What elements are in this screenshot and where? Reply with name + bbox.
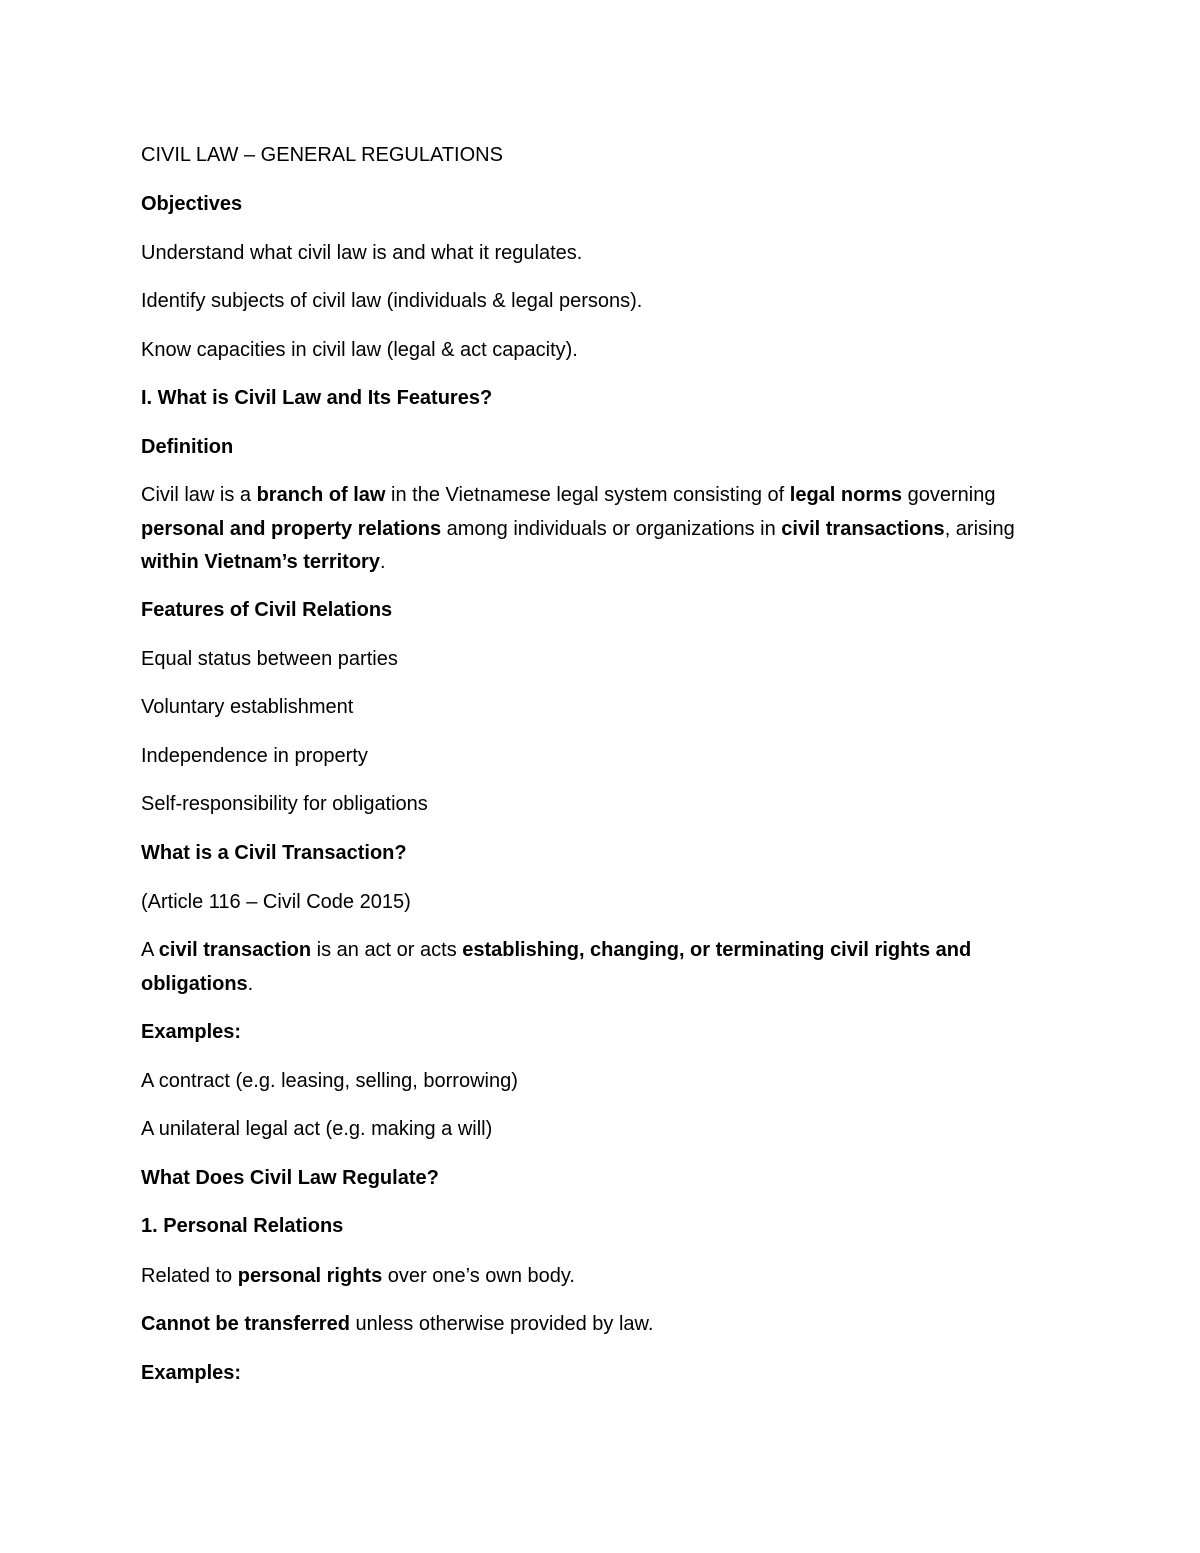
definition-heading: Definition <box>141 436 234 458</box>
objectives-heading: Objectives <box>141 193 243 215</box>
personal-rights-emphasis: personal rights <box>237 1265 383 1287</box>
definition-emphasis: civil transactions <box>781 518 945 540</box>
definition-text: , arising <box>944 518 1015 540</box>
transaction-text: . <box>247 973 254 995</box>
section-heading: I. What is Civil Law and Its Features? <box>141 387 493 409</box>
example-item: A contract (e.g. leasing, selling, borrowing) <box>141 1070 518 1092</box>
transfer-line <box>141 1308 1071 1341</box>
transaction-emphasis: civil transaction <box>158 939 312 961</box>
personal-rights-line <box>141 1260 1071 1293</box>
transfer-emphasis: Cannot be transferred <box>141 1313 350 1335</box>
definition-emphasis: legal norms <box>789 484 903 506</box>
definition-emphasis: branch of law <box>256 484 386 506</box>
feature-item: Independence in property <box>141 745 368 767</box>
personal-rights-text: Related to <box>141 1265 238 1287</box>
features-heading: Features of Civil Relations <box>141 599 393 621</box>
feature-item: Voluntary establishment <box>141 696 354 718</box>
definition-paragraph-line-2 <box>141 513 1071 546</box>
definition-emphasis: within Vietnam’s territory <box>141 551 380 573</box>
transaction-heading: What is a Civil Transaction? <box>141 842 407 864</box>
transaction-emphasis: establishing, changing, or terminating civil rights and <box>462 939 972 961</box>
personal-relations-heading: 1. Personal Relations <box>141 1215 344 1237</box>
objective-item: Know capacities in civil law (legal & act capacity). <box>141 339 578 361</box>
example-item: A unilateral legal act (e.g. making a will) <box>141 1118 493 1140</box>
definition-paragraph-line-1 <box>141 479 1071 512</box>
document-title: CIVIL LAW – GENERAL REGULATIONS <box>141 144 503 166</box>
transaction-text: is an act or acts <box>311 939 463 961</box>
objective-item: Understand what civil law is and what it regulates. <box>141 242 583 264</box>
transaction-text: A <box>141 939 159 961</box>
definition-text: in the Vietnamese legal system consisting of <box>385 484 790 506</box>
definition-text: Civil law is a <box>141 484 257 506</box>
definition-text: . <box>379 551 386 573</box>
definition-paragraph-line-3 <box>141 546 1071 579</box>
definition-text: governing <box>902 484 996 506</box>
transfer-text: unless otherwise provided by law. <box>349 1313 654 1335</box>
examples-heading: Examples: <box>141 1021 242 1043</box>
examples-heading-2: Examples: <box>141 1362 242 1384</box>
personal-rights-text: over one’s own body. <box>382 1265 575 1287</box>
transaction-definition-line-1 <box>141 934 1071 967</box>
definition-emphasis: personal and property relations <box>141 518 442 540</box>
transaction-emphasis: obligations <box>141 973 248 995</box>
feature-item: Equal status between parties <box>141 648 398 670</box>
definition-text: among individuals or organizations in <box>441 518 782 540</box>
feature-item: Self-responsibility for obligations <box>141 793 428 815</box>
transaction-definition-line-2 <box>141 968 1071 1001</box>
transaction-reference: (Article 116 – Civil Code 2015) <box>141 891 411 913</box>
regulate-heading: What Does Civil Law Regulate? <box>141 1167 439 1189</box>
objective-item: Identify subjects of civil law (individuals & legal persons). <box>141 290 643 312</box>
